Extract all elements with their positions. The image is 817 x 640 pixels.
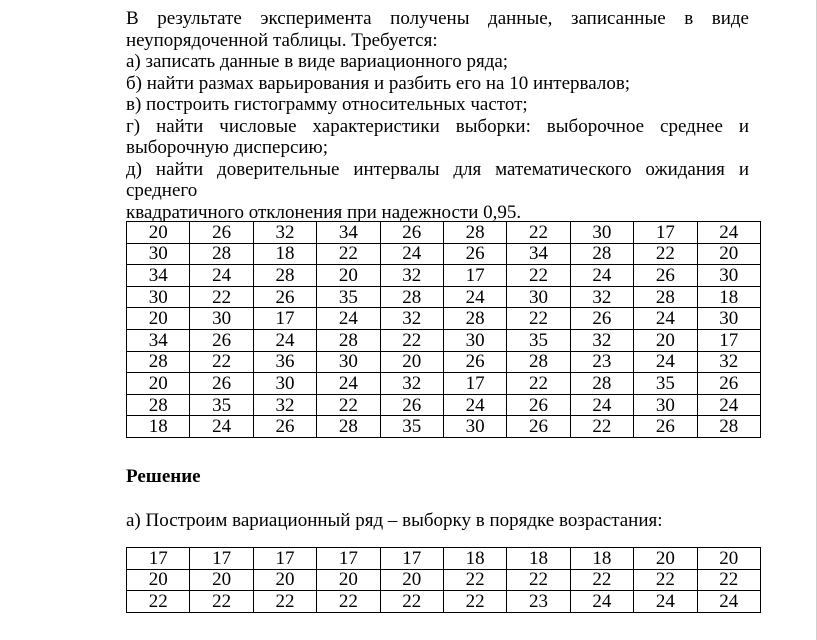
data-row xyxy=(127,329,761,351)
data-row xyxy=(127,394,761,416)
problem-line: д) найти доверительные интервалы для математического ожидания и среднего xyxy=(126,158,749,201)
data-cell: 24 xyxy=(190,265,253,287)
data-row xyxy=(127,373,761,395)
data-cell: 32 xyxy=(380,265,443,287)
data-cell: 28 xyxy=(570,373,633,395)
data-cell: 18 xyxy=(697,286,760,308)
data-cell: 26 xyxy=(443,351,506,373)
variation-cell: 17 xyxy=(317,548,380,570)
data-cell: 24 xyxy=(190,416,253,438)
data-cell: 24 xyxy=(317,308,380,330)
variation-cell: 20 xyxy=(634,548,697,570)
data-cell: 30 xyxy=(570,222,633,244)
data-cell: 26 xyxy=(380,394,443,416)
data-cell: 26 xyxy=(507,394,570,416)
data-row xyxy=(127,222,761,244)
data-cell: 28 xyxy=(443,222,506,244)
data-cell: 24 xyxy=(570,394,633,416)
data-cell: 32 xyxy=(380,373,443,395)
data-cell: 26 xyxy=(507,416,570,438)
data-cell: 32 xyxy=(253,222,316,244)
data-cell: 24 xyxy=(634,351,697,373)
data-cell: 35 xyxy=(190,394,253,416)
data-cell: 17 xyxy=(253,308,316,330)
data-cell: 34 xyxy=(507,243,570,265)
variation-row xyxy=(127,591,761,613)
variation-cell: 23 xyxy=(507,591,570,613)
data-cell: 35 xyxy=(317,286,380,308)
variation-cell: 17 xyxy=(380,548,443,570)
data-cell: 30 xyxy=(634,394,697,416)
data-cell: 28 xyxy=(380,286,443,308)
data-cell: 20 xyxy=(634,329,697,351)
data-cell: 20 xyxy=(380,351,443,373)
data-cell: 28 xyxy=(127,351,190,373)
data-cell: 34 xyxy=(127,329,190,351)
data-row xyxy=(127,286,761,308)
data-cell: 30 xyxy=(190,308,253,330)
variation-cell: 22 xyxy=(380,591,443,613)
data-cell: 22 xyxy=(190,351,253,373)
data-cell: 28 xyxy=(317,329,380,351)
variation-row xyxy=(127,569,761,591)
data-cell: 17 xyxy=(443,265,506,287)
data-cell: 22 xyxy=(507,373,570,395)
data-cell: 22 xyxy=(507,308,570,330)
variation-cell: 18 xyxy=(570,548,633,570)
variation-row xyxy=(127,548,761,570)
variation-cell: 22 xyxy=(443,591,506,613)
data-cell: 32 xyxy=(380,308,443,330)
data-cell: 30 xyxy=(253,373,316,395)
variation-series-table xyxy=(126,547,761,613)
data-cell: 26 xyxy=(634,416,697,438)
data-cell: 26 xyxy=(634,265,697,287)
data-cell: 34 xyxy=(127,265,190,287)
variation-cell: 22 xyxy=(634,569,697,591)
data-cell: 30 xyxy=(317,351,380,373)
problem-line: б) найти размах варьирования и разбить его на 10 интервалов; xyxy=(126,72,631,94)
data-cell: 17 xyxy=(697,329,760,351)
variation-cell: 20 xyxy=(317,569,380,591)
data-cell: 30 xyxy=(127,243,190,265)
data-cell: 22 xyxy=(507,222,570,244)
data-cell: 28 xyxy=(253,265,316,287)
data-cell: 28 xyxy=(317,416,380,438)
data-cell: 26 xyxy=(570,308,633,330)
data-cell: 22 xyxy=(380,329,443,351)
data-cell: 24 xyxy=(253,329,316,351)
data-cell: 22 xyxy=(317,243,380,265)
problem-line: а) записать данные в виде вариационного ряда; xyxy=(126,51,509,72)
data-cell: 24 xyxy=(317,373,380,395)
data-cell: 28 xyxy=(507,351,570,373)
variation-cell: 20 xyxy=(380,569,443,591)
variation-cell: 22 xyxy=(190,591,253,613)
data-cell: 32 xyxy=(697,351,760,373)
data-cell: 35 xyxy=(507,329,570,351)
data-row xyxy=(127,265,761,287)
problem-line: квадратичного отклонения при надежности 0,95. xyxy=(126,201,522,223)
variation-cell: 22 xyxy=(570,569,633,591)
data-cell: 28 xyxy=(127,394,190,416)
data-cell: 22 xyxy=(634,243,697,265)
data-cell: 17 xyxy=(443,373,506,395)
data-cell: 28 xyxy=(570,243,633,265)
data-cell: 24 xyxy=(570,265,633,287)
variation-cell: 17 xyxy=(127,548,190,570)
variation-cell: 20 xyxy=(253,569,316,591)
variation-cell: 22 xyxy=(697,569,760,591)
data-cell: 18 xyxy=(127,416,190,438)
variation-cell: 20 xyxy=(127,569,190,591)
problem-line: неупорядоченной таблицы. Требуется: xyxy=(126,29,438,51)
variation-cell: 22 xyxy=(253,591,316,613)
data-cell: 18 xyxy=(253,243,316,265)
data-cell: 22 xyxy=(570,416,633,438)
variation-cell: 17 xyxy=(190,548,253,570)
data-cell: 28 xyxy=(443,308,506,330)
data-cell: 30 xyxy=(443,329,506,351)
variation-cell: 24 xyxy=(570,591,633,613)
data-cell: 26 xyxy=(253,416,316,438)
problem-line: выборочную дисперсию; xyxy=(126,137,329,158)
data-cell: 20 xyxy=(317,265,380,287)
variation-cell: 22 xyxy=(317,591,380,613)
problem-statement xyxy=(126,8,749,223)
data-cell: 20 xyxy=(127,373,190,395)
variation-cell: 18 xyxy=(507,548,570,570)
data-cell: 32 xyxy=(570,329,633,351)
data-cell: 26 xyxy=(380,222,443,244)
data-cell: 22 xyxy=(317,394,380,416)
data-cell: 32 xyxy=(570,286,633,308)
data-cell: 26 xyxy=(190,373,253,395)
data-row xyxy=(127,243,761,265)
data-cell: 32 xyxy=(253,394,316,416)
data-cell: 28 xyxy=(190,243,253,265)
data-cell: 30 xyxy=(697,265,760,287)
variation-cell: 22 xyxy=(127,591,190,613)
data-cell: 30 xyxy=(443,416,506,438)
data-cell: 22 xyxy=(507,265,570,287)
data-cell: 30 xyxy=(697,308,760,330)
data-cell: 24 xyxy=(443,286,506,308)
solution-heading: Решение xyxy=(126,466,201,487)
problem-line: в) построить гистограмму относительных частот; xyxy=(126,94,528,115)
data-cell: 30 xyxy=(127,286,190,308)
data-row xyxy=(127,308,761,330)
variation-cell: 24 xyxy=(697,591,760,613)
data-cell: 22 xyxy=(190,286,253,308)
variation-cell: 17 xyxy=(253,548,316,570)
data-table xyxy=(126,221,761,438)
data-cell: 35 xyxy=(380,416,443,438)
data-cell: 17 xyxy=(634,222,697,244)
data-cell: 24 xyxy=(380,243,443,265)
data-cell: 36 xyxy=(253,351,316,373)
data-cell: 28 xyxy=(697,416,760,438)
variation-cell: 20 xyxy=(697,548,760,570)
data-cell: 24 xyxy=(697,394,760,416)
data-cell: 26 xyxy=(190,329,253,351)
variation-cell: 20 xyxy=(190,569,253,591)
data-cell: 35 xyxy=(634,373,697,395)
problem-line: В результате эксперимента получены данные, записанные в виде xyxy=(126,8,749,29)
data-cell: 30 xyxy=(507,286,570,308)
variation-cell: 24 xyxy=(634,591,697,613)
variation-cell: 22 xyxy=(507,569,570,591)
data-cell: 24 xyxy=(443,394,506,416)
data-cell: 20 xyxy=(697,243,760,265)
data-cell: 23 xyxy=(570,351,633,373)
data-cell: 24 xyxy=(634,308,697,330)
step-a-text: а) Построим вариационный ряд – выборку в порядке возрастания: xyxy=(126,510,663,531)
variation-cell: 22 xyxy=(443,569,506,591)
data-row xyxy=(127,351,761,373)
data-cell: 26 xyxy=(253,286,316,308)
data-cell: 20 xyxy=(127,222,190,244)
variation-cell: 18 xyxy=(443,548,506,570)
data-cell: 26 xyxy=(443,243,506,265)
data-cell: 34 xyxy=(317,222,380,244)
problem-line: г) найти числовые характеристики выборки: выборочное среднее и xyxy=(126,115,749,137)
data-cell: 26 xyxy=(190,222,253,244)
data-cell: 28 xyxy=(634,286,697,308)
data-cell: 24 xyxy=(697,222,760,244)
data-cell: 20 xyxy=(127,308,190,330)
data-row xyxy=(127,416,761,438)
data-cell: 26 xyxy=(697,373,760,395)
